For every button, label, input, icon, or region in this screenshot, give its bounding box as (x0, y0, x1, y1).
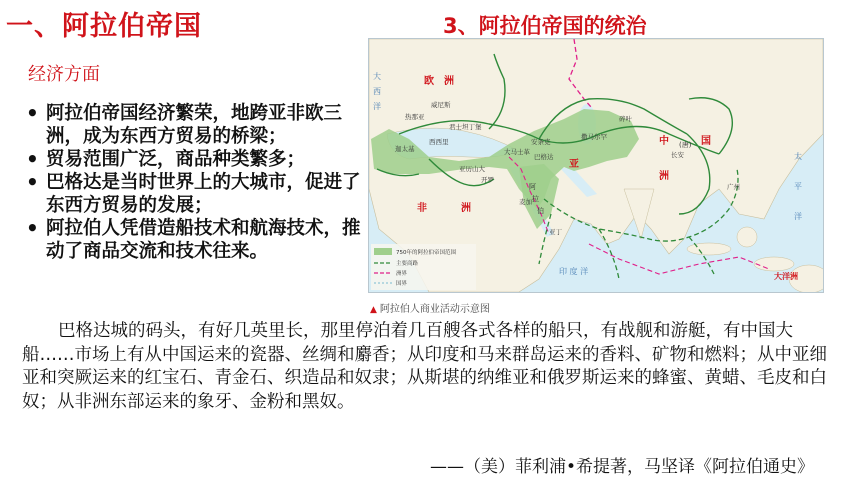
city-label-genoa: 热那亚 (405, 113, 425, 121)
ocean-label-pacific: 洋 (794, 212, 802, 221)
legend-route-label: 主要商路 (396, 261, 419, 267)
region-label-china: 中 (659, 136, 669, 147)
region-label-tang: (唐) (679, 141, 692, 149)
region-label-oceania: 大洋洲 (774, 272, 798, 281)
region-label-asia: 亚 (569, 159, 579, 170)
ocean-label-atlantic: 大 (373, 72, 381, 81)
island (687, 243, 731, 255)
caption-triangle-icon: ▲ (370, 305, 377, 315)
bullet-item: • 阿拉伯人凭借造船技术和航海技术，推动了商品交流和技术往来。 (24, 217, 369, 263)
city-label-alexandria: 亚历山大 (459, 165, 485, 173)
bullet-item: • 阿拉伯帝国经济繁荣，地跨亚非欧三洲，成为东西方贸易的桥梁； (24, 102, 369, 148)
city-label-mecca: 麦加 (519, 198, 532, 206)
city-label-suyab: 碎叶 (619, 115, 632, 123)
region-label-arabia: 伯 (537, 207, 544, 215)
legend-territory-label: 750年的阿拉伯帝国范围 (396, 250, 456, 256)
city-label-sicily: 西西里 (429, 138, 449, 146)
quote-source: ——（美）菲利浦•希提著，马坚译《阿拉伯通史》 (429, 457, 814, 477)
city-label-constantinople: 君士坦丁堡 (449, 123, 482, 131)
map-caption-text: 阿拉伯人商业活动示意图 (379, 304, 490, 315)
section-label: 经济方面 (28, 64, 100, 85)
ocean-label-pacific: 太 (794, 152, 802, 161)
region-label-africa: 非 (417, 203, 427, 214)
legend-continent-label: 洲界 (396, 271, 408, 277)
region-label-africa: 洲 (461, 203, 471, 214)
city-label-guangzhou: 广州 (727, 183, 740, 191)
trade-map-svg (369, 39, 823, 292)
bullet-item: • 贸易范围广泛，商品种类繁多； (24, 148, 369, 171)
city-label-venice: 威尼斯 (431, 101, 451, 109)
city-label-carthage: 迦太基 (395, 145, 415, 153)
city-label-aden: 亚丁 (549, 228, 562, 236)
map-caption (370, 300, 490, 315)
region-label-china: 国 (701, 136, 711, 147)
city-label-antioch: 安条克 (531, 138, 551, 146)
ocean-label-atlantic: 洋 (373, 102, 381, 111)
ocean-label-indian: 印 度 洋 (559, 267, 589, 276)
region-label-europe: 洲 (444, 76, 454, 87)
region-label-europe: 欧 (424, 76, 434, 87)
quote-text: 巴格达城的码头，有好几英里长，那里停泊着几百艘各式各样的船只，有战舰和游艇，有中国大船……市场上有从中国运来的瓷器、丝绸和麝香；从印度和马来群岛运来的香料、矿物和燃料；从中亚细亚和突厥运来的红宝石、青金石、织造品和奴隶；从斯堪的纳维亚和俄罗斯运来的蜂蜜、黄蜡、毛皮和白奴；从非洲东部运来的象牙、金粉和黑奴。 (22, 321, 827, 412)
island (754, 257, 794, 271)
legend-national-label: 国界 (396, 281, 408, 287)
trade-map (368, 38, 824, 293)
city-label-baghdad: 巴格达 (534, 153, 554, 161)
ocean-label-pacific: 平 (794, 182, 802, 191)
section-title: 3、阿拉伯帝国的统治 (443, 14, 647, 38)
city-label-samarkand: 撒马尔罕 (581, 133, 607, 141)
legend-territory-swatch (374, 248, 392, 255)
region-label-arabia: 拉 (532, 195, 539, 203)
island (737, 227, 757, 247)
city-label-damascus: 大马士革 (504, 148, 530, 156)
page-title: 一、阿拉伯帝国 (6, 11, 202, 42)
city-label-changan: 长安 (671, 151, 684, 159)
ocean-label-atlantic: 西 (373, 87, 381, 96)
region-label-arabia: 阿 (529, 183, 536, 191)
bullet-item: • 巴格达是当时世界上的大城市，促进了东西方贸易的发展； (24, 171, 369, 217)
region-label-asia: 洲 (659, 171, 669, 182)
bullet-list (24, 102, 369, 263)
city-label-cairo: 开罗 (481, 176, 494, 184)
